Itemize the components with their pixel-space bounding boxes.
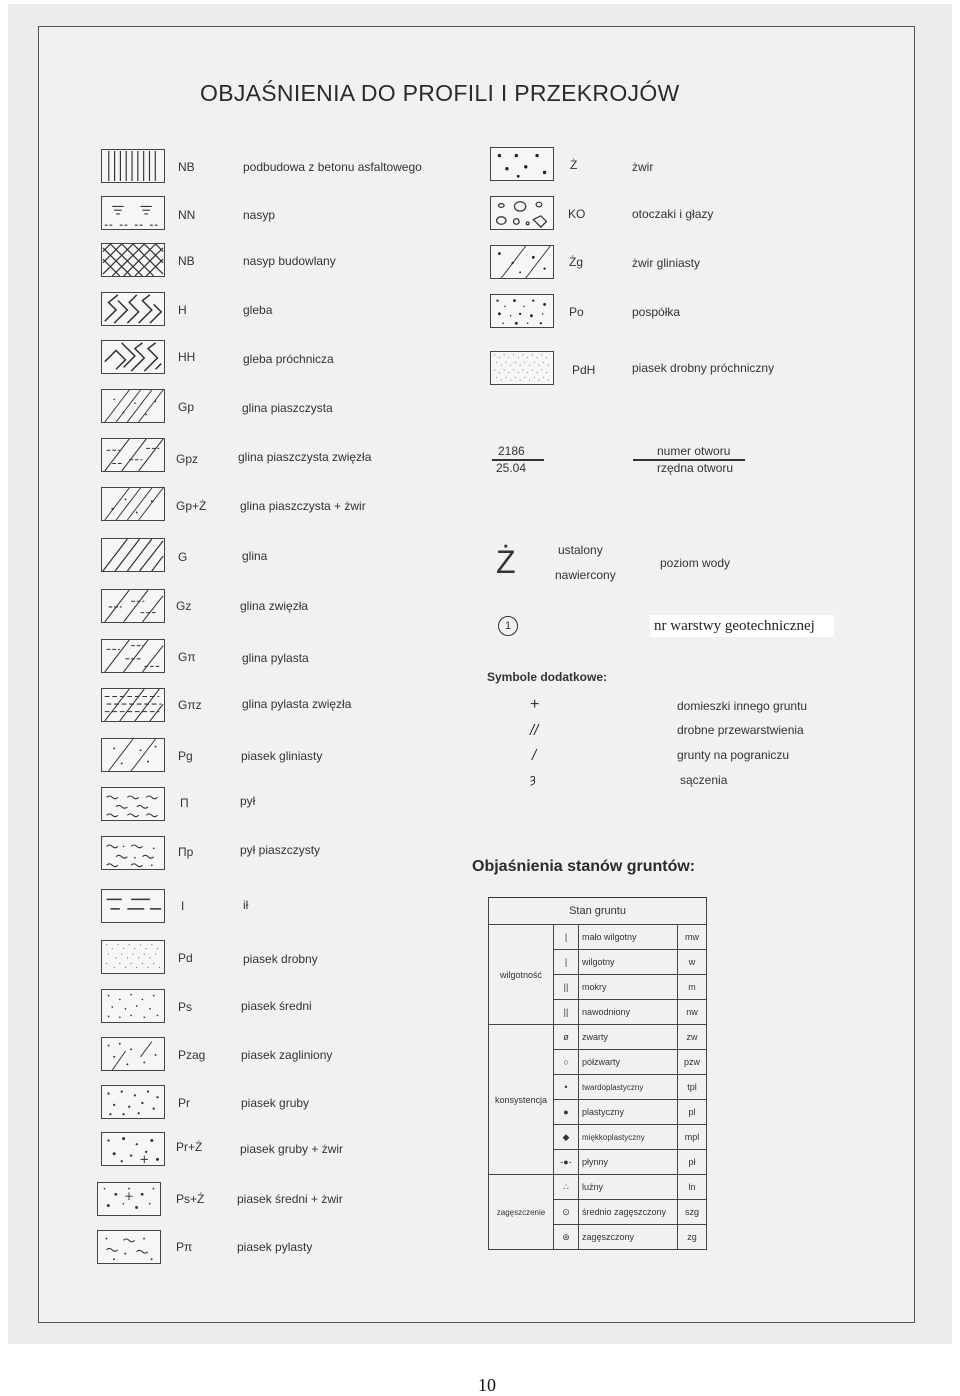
group-name: zagęszczenie [489,1175,554,1250]
state-name: zagęszczony [579,1225,678,1250]
legend-code: Gp+Ż [176,499,207,513]
symbol-diagonal-dots-2 [101,487,165,521]
legend-code: Ps [178,1000,193,1014]
legend-code: PdH [572,363,596,377]
symbol-diagonal-dash-3 [101,639,165,673]
legend-description: piasek zagliniony [241,1048,333,1062]
water-level-symbol: Ż [496,544,516,580]
state-symbol: ø [554,1025,579,1050]
state-abbr: nw [678,1000,707,1025]
symbol-coarse-dots [101,1085,165,1119]
additional-symbols-heading: Symbole dodatkowe: [487,670,608,684]
legend-code: Po [569,305,584,319]
group-name: wilgotność [489,925,554,1025]
state-abbr: pł [678,1150,707,1175]
page-number: 10 [478,1375,496,1395]
legend-code: H [178,303,187,317]
legend-description: piasek gruby [241,1096,310,1110]
legend-code: Pr+Ż [176,1140,203,1154]
symbol-dots-diagonal [101,1037,165,1071]
symbol-cross-hatch [101,243,165,277]
legend-description: piasek drobny [243,952,318,966]
additional-description: domieszki innego gruntu [677,699,808,713]
additional-symbol: // [530,722,539,739]
symbol-fine-dots [101,940,165,974]
legend-description: otoczaki i głazy [632,207,714,221]
legend-description: pospółka [632,305,681,319]
legend-code: G [178,550,188,564]
legend-code: Πp [178,845,194,859]
state-abbr: zw [678,1025,707,1050]
legend-code: Π [180,796,189,810]
state-symbol: || [554,975,579,1000]
legend-frame [38,26,915,1323]
legend-code: KO [568,207,586,221]
soil-states-table [488,897,707,1250]
state-name: zwarty [579,1025,678,1050]
symbol-diagonal-dots-3 [101,738,165,772]
legend-description: glina pylasta [242,651,309,665]
additional-description: drobne przewarstwienia [677,723,804,737]
legend-code: Pzag [178,1048,206,1062]
page-title: OBJAŚNIENIA DO PROFILI I PRZEKROJÓW [200,80,680,106]
legend-code: Pg [178,749,193,763]
legend-code: Ps+Ż [176,1192,205,1206]
state-symbol: • [554,1075,579,1100]
symbol-zigzag-dense [101,340,165,374]
symbol-dashes [101,889,165,923]
legend-code: Gz [176,599,192,613]
state-name: mokry [579,975,678,1000]
legend-code: Ż [570,158,578,172]
state-symbol: ○ [554,1050,579,1075]
legend-description: glina piaszczysta [242,401,333,415]
state-name: plastyczny [579,1100,678,1125]
symbol-diagonal-dash-dense [101,688,165,722]
legend-description: podbudowa z betonu asfaltowego [243,160,422,174]
symbol-diagonal-dash-2 [101,589,165,623]
additional-description: sączenia [680,773,728,787]
state-abbr: w [678,950,707,975]
symbol-diagonal-dash [101,438,165,472]
legend-description: gleba [243,303,273,317]
symbol-coarse-dots-gravel [101,1132,165,1166]
state-abbr: pl [678,1100,707,1125]
legend-description: ił [243,898,249,912]
water-drilled: nawiercony [555,568,616,582]
state-symbol: ⊙ [554,1200,579,1225]
state-symbol: || [554,1000,579,1025]
legend-description: glina pylasta zwięzła [242,697,352,711]
state-abbr: szg [678,1200,707,1225]
symbol-fine-dots-dense [490,351,554,385]
legend-description: nasyp [243,208,276,222]
legend-code: Pπ [176,1240,193,1254]
legend-description: pył piaszczysty [240,843,321,857]
state-abbr: zg [678,1225,707,1250]
symbol-diagonal [101,538,165,572]
symbol-tilde [101,787,165,821]
borehole-number: 2186 [498,444,525,458]
legend-code: I [181,899,185,913]
layer-number-label: nr warstwy geotechnicznej [650,615,834,637]
state-abbr: ln [678,1175,707,1200]
legend-code: Gpz [176,452,199,466]
state-name: twardoplastyczny [579,1075,678,1100]
legend-code: Żg [569,255,584,269]
legend-code: Gπz [178,698,202,712]
legend-description: pył [240,794,256,808]
group-name: konsystencja [489,1025,554,1175]
symbol-fill-marks [101,196,165,230]
state-name: wilgotny [579,950,678,975]
state-abbr: mw [678,925,707,950]
legend-code: NB [178,254,195,268]
legend-description: piasek gliniasty [241,749,323,763]
state-symbol: ◆ [554,1125,579,1150]
symbol-diagonal-dots [101,389,165,423]
legend-description: piasek gruby + żwir [240,1142,344,1156]
borehole-number-label: numer otworu [657,444,731,458]
additional-symbol: ȝ [530,771,536,786]
soil-states-heading: Objaśnienia stanów gruntów: [472,858,696,875]
legend-code: Pr [178,1096,190,1110]
legend-description: nasyp budowlany [243,254,336,268]
state-symbol: ● [554,1100,579,1125]
state-name: luźny [579,1175,678,1200]
legend-description: glina piaszczysta + żwir [240,499,366,513]
additional-symbol: / [532,747,537,764]
legend-code: NN [178,208,196,222]
additional-symbol: + [530,696,540,713]
symbol-medium-dots-gravel [97,1182,161,1216]
symbol-tilde-dots-2 [97,1230,161,1264]
symbol-gravel-diagonal [490,245,554,279]
symbol-medium-dots [101,989,165,1023]
legend-description: gleba próchnicza [243,352,334,366]
symbol-mixed-dots [490,294,554,328]
symbol-zigzag [101,292,165,326]
state-name: półzwarty [579,1050,678,1075]
borehole-elevation: 25.04 [496,461,527,475]
state-symbol: ∴ [554,1175,579,1200]
state-abbr: mpl [678,1125,707,1150]
water-established: ustalony [558,543,603,557]
symbol-gravel [490,147,554,181]
legend-description: glina piaszczysta zwięzła [238,450,372,464]
legend-description: piasek średni + żwir [237,1192,343,1206]
legend-description: piasek drobny próchniczny [632,361,775,375]
legend-description: glina [242,549,268,563]
symbol-tilde-dots [101,836,165,870]
state-name: średnio zagęszczony [579,1200,678,1225]
legend-description: żwir [632,160,654,174]
borehole-elevation-label: rzędna otworu [657,461,734,475]
legend-description: glina zwięzła [240,599,309,613]
legend-code: Gπ [178,650,196,664]
state-name: nawodniony [579,1000,678,1025]
state-name: miękkoplastyczny [579,1125,678,1150]
state-name: płynny [579,1150,678,1175]
legend-code: NB [178,160,195,174]
state-abbr: pzw [678,1050,707,1075]
legend-description: piasek pylasty [237,1240,313,1254]
symbol-boulders [490,196,554,230]
state-symbol: | [554,925,579,950]
state-name: mało wilgotny [579,925,678,950]
legend-code: HH [178,350,196,364]
layer-number-icon: 1 [498,616,518,636]
water-label: poziom wody [660,556,731,570]
legend-code: Pd [178,951,193,965]
state-abbr: tpl [678,1075,707,1100]
legend-description: żwir gliniasty [632,256,701,270]
state-symbol: ⊛ [554,1225,579,1250]
state-abbr: m [678,975,707,1000]
legend-code: Gp [178,400,195,414]
symbol-vertical-lines [101,149,165,183]
table-header: Stan gruntu [489,898,707,925]
state-symbol: -●- [554,1150,579,1175]
additional-description: grunty na pograniczu [677,748,790,762]
legend-description: piasek średni [241,999,312,1013]
state-symbol: | [554,950,579,975]
